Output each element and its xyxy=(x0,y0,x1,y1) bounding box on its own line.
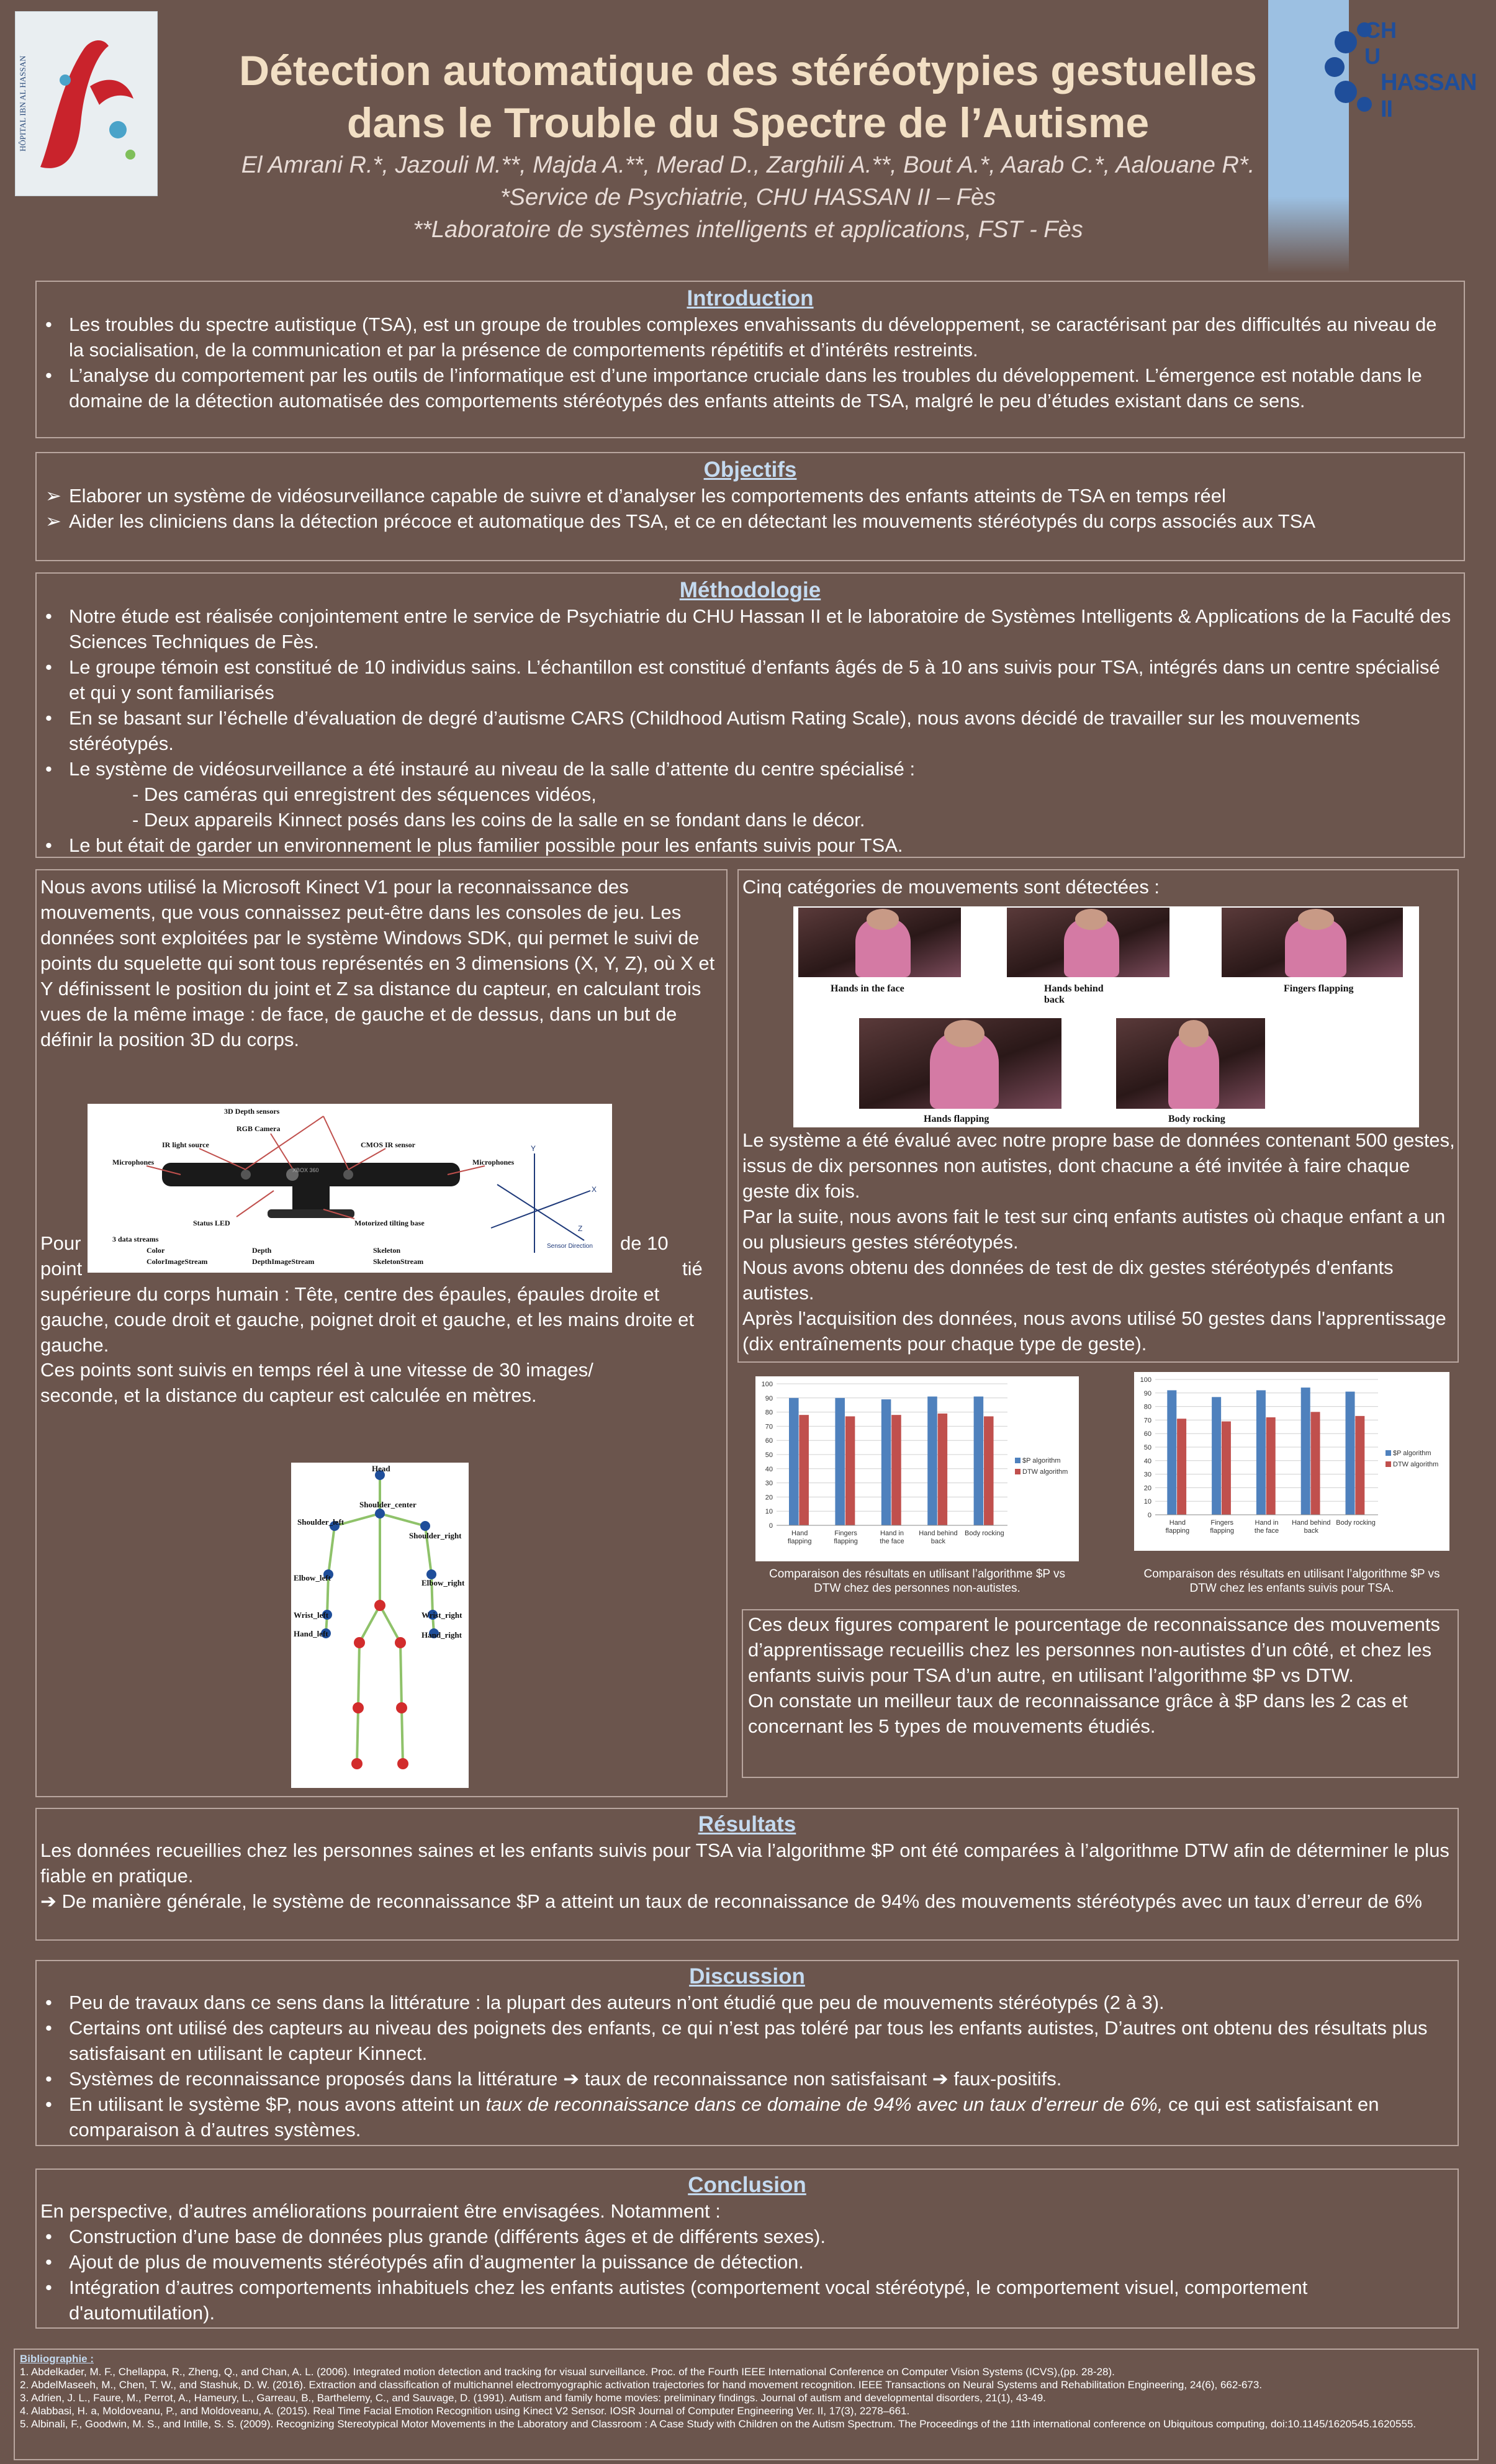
joint-label: Head xyxy=(372,1464,390,1473)
label-ir: IR light source xyxy=(162,1140,209,1149)
title-line-1: Détection automatique des stéréotypies gestuelles xyxy=(238,47,1258,94)
methodologie-list xyxy=(37,603,1464,858)
poster-title xyxy=(174,45,1322,149)
bar xyxy=(927,1397,937,1525)
label-cmos: CMOS IR sensor xyxy=(361,1140,416,1149)
label-axis-y: Y xyxy=(531,1144,536,1153)
legend-label: $P algorithm xyxy=(1022,1457,1061,1464)
y-tick-label: 20 xyxy=(1143,1484,1151,1492)
chart-non-autistes-svg xyxy=(755,1376,1079,1561)
x-tick-label: Fingers xyxy=(834,1530,857,1537)
chu-logo-letters: CH U xyxy=(1364,17,1397,69)
list-item: ➢ Aider les cliniciens dans la détection précoce et automatique des TSA, et ce en détectant les mouvements stéréotypés du corps associés aux TSA xyxy=(45,510,1316,532)
bar xyxy=(1311,1412,1320,1515)
bar xyxy=(1222,1422,1231,1515)
bibliographie-title: Bibliographie : xyxy=(20,2353,94,2365)
y-tick-label: 40 xyxy=(1143,1457,1151,1465)
joint-label: Wrist_right xyxy=(421,1610,462,1620)
categories-paragraph: Le système a été évalué avec notre propre base de données contenant 500 gestes, issus de dix personnes non autistes, dont chacune a été invitée à faire chaque geste dix fois. Par la suite, nous avons fait le test sur cinq enfants autistes où chaque enfant a un ou plusieurs gestes stéréotypés. Nous avons obtenu des données de test de dix gestes stéréotypés d'enfants autistes. Après l'acquisition des données, nous avons utilisé 50 gestes dans l'apprentissage (dix entraînements pour chaque type de geste). xyxy=(742,1129,1455,1355)
y-tick-label: 10 xyxy=(1143,1498,1151,1506)
y-tick-label: 60 xyxy=(1143,1430,1151,1438)
legend-label: DTW algorithm xyxy=(1393,1461,1439,1468)
list-item: • En utilisant le système $P, nous avons atteint un taux de reconnaissance dans ce domaine de 94% avec un taux d’erreur de 6%, ce qui est satisfaisant en comparaison à d’autres systèmes. xyxy=(45,2093,1379,2141)
photo-fingers-flapping xyxy=(1222,908,1403,977)
label-axis-x: X xyxy=(592,1185,597,1194)
skeleton-graphic xyxy=(291,1463,469,1788)
list-item: • Les troubles du spectre autistique (TSA), est un groupe de troubles complexes envahissants du développement, se caractérisant par des difficultés au niveau de la socialisation, de la communication et par la présence de comportements répétitifs et d’intérêts restreints. xyxy=(45,314,1437,361)
methodologie-section xyxy=(35,572,1465,858)
label-depth-stream-title: Depth xyxy=(252,1246,272,1255)
y-tick-label: 20 xyxy=(765,1494,773,1502)
arrow-right-icon: ➔ xyxy=(932,2068,949,2090)
photo-label: Fingers flapping xyxy=(1284,983,1354,994)
title-line-2: dans le Trouble du Spectre de l’Autisme xyxy=(346,99,1150,147)
joint-label: Wrist_left xyxy=(294,1610,329,1620)
bar xyxy=(974,1397,984,1525)
label-skeleton: Skeleton xyxy=(373,1246,401,1255)
objectifs-section xyxy=(35,452,1465,561)
kinect-paragraph-3: Ces points sont suivis en temps réel à une vitesse de 30 images/ seconde, et la distance du capteur est calculée en mètres. xyxy=(40,1359,593,1406)
legend-label: $P algorithm xyxy=(1393,1450,1431,1457)
label-color: Color xyxy=(146,1246,165,1255)
bibliographie-section xyxy=(14,2349,1479,2460)
y-tick-label: 0 xyxy=(1147,1512,1151,1519)
legend-label: DTW algorithm xyxy=(1022,1468,1068,1476)
x-tick-label: flapping xyxy=(1165,1527,1190,1535)
list-item: • En se basant sur l’échelle d’évaluation de degré d’autisme CARS (Childhood Autism Rating Scale), nous avons décidé de travailler sur les mouvements stéréotypés. xyxy=(45,707,1360,754)
methodologie-title: Méthodologie xyxy=(679,578,821,602)
joint-label: Elbow_left xyxy=(294,1573,331,1582)
joint-label: Hand_left xyxy=(294,1629,328,1638)
chart-non-autistes xyxy=(755,1376,1079,1561)
joint-label: Shoulder_left xyxy=(297,1517,345,1527)
chart-caption-2: Comparaison des résultats en utilisant l’algorithme $P vs DTW chez les enfants suivis pour TSA. xyxy=(1143,1568,1440,1595)
x-tick-label: the face xyxy=(1254,1527,1279,1535)
hospital-logo xyxy=(15,11,158,196)
y-tick-label: 100 xyxy=(1140,1376,1151,1384)
x-tick-label: Hand behind xyxy=(1292,1519,1331,1527)
introduction-list xyxy=(37,312,1464,413)
resultats-text: Les données recueillies chez les personnes saines et les enfants suivis pour TSA via l’algorithme $P ont été comparées à l’algorithme DTW afin de déterminer le plus fiable en pratique. ➔ De manière générale, le système de reconnaissance $P a atteint un taux de reconnaissance de 94% des mouvements stéréotypés avec un taux d’erreur de 6% xyxy=(37,1838,1458,1914)
list-item: • Intégration d’autres comportements inhabituels chez les enfants autistes (comportement vocal stéréotypé, le comportement visuel, comportement d'automutilation). xyxy=(45,2277,1308,2324)
photo-label: Body rocking xyxy=(1168,1114,1225,1124)
joint-label: Shoulder_center xyxy=(359,1500,417,1509)
bar xyxy=(1212,1397,1221,1515)
photo-label: Hands flapping xyxy=(924,1114,989,1124)
bar xyxy=(1256,1390,1266,1515)
y-tick-label: 10 xyxy=(765,1508,773,1516)
kinect-para2-line2-end: tié xyxy=(682,1258,703,1279)
introduction-section xyxy=(35,281,1465,438)
introduction-title: Introduction xyxy=(687,286,814,310)
y-tick-label: 60 xyxy=(765,1437,773,1445)
y-tick-label: 90 xyxy=(765,1394,773,1402)
photo-hands-flapping xyxy=(859,1018,1061,1109)
list-item: • Systèmes de reconnaissance proposés dans la littérature ➔ taux de reconnaissance non satisfaisant ➔ faux-positifs. xyxy=(45,2068,1062,2090)
y-tick-label: 40 xyxy=(765,1465,773,1473)
chu-logo xyxy=(1321,5,1477,129)
label-axis-z: Z xyxy=(578,1224,583,1233)
kinect-para2-end: de 10 xyxy=(620,1232,669,1254)
hospital-logo-graphic xyxy=(16,12,157,196)
y-tick-label: 70 xyxy=(765,1423,773,1431)
affiliation-2: **Laboratoire de systèmes intelligents et applications, FST - Fès xyxy=(413,217,1083,243)
bar xyxy=(891,1415,901,1525)
y-tick-label: 30 xyxy=(765,1479,773,1487)
categories-section xyxy=(737,869,1459,1363)
affiliation-1: *Service de Psychiatrie, CHU HASSAN II – Fès xyxy=(500,184,996,210)
hospital-logo-text: HÔPITAL IBN AL HASSAN xyxy=(18,55,27,152)
reference-item: 5. Albinali, F., Goodwin, M. S., and Intille, S. S. (2009). Recognizing Stereotypical Motor Movements in the Laboratory and Classroom : A Case Study with Children on the Autism Spectrum. The Proceedings of the 11th international conference on Ubiquitous computing, doi:10.1145/1620545.1620555. xyxy=(20,2418,1417,2430)
y-tick-label: 30 xyxy=(1143,1471,1151,1479)
list-item: • Ajout de plus de mouvements stéréotypés afin d’augmenter la puissance de détection. xyxy=(45,2251,804,2273)
x-tick-label: Hand behind xyxy=(919,1530,958,1537)
kinect-paragraph-2: supérieure du corps humain : Tête, centre des épaules, épaules droite et gauche, coude droit et gauche, poignet droit et gauche, et les mains droite et gauche. xyxy=(40,1283,694,1356)
photo-hands-behind-back xyxy=(1007,908,1169,977)
authors: El Amrani R.*, Jazouli M.**, Majda A.**, Merad D., Zarghili A.**, Bout A.*, Aarab C.*, Aalouane R*. xyxy=(241,152,1255,178)
reference-item: 4. Alabbasi, H. a, Moldoveanu, P., and Moldoveanu, A. (2015). Real Time Facial Emotion Recognition using Kinect V2 Sensor. IOSR Journal of Computer Engineering Ver. II, 17(3), 2278–661. xyxy=(20,2405,910,2417)
reference-item: 1. Abdelkader, M. F., Chellappa, R., Zheng, Q., and Chan, A. L. (2006). Integrated motion detection and tracking for visual surveillance. Proc. of the Fourth IEEE International Conference on Computer Vision Systems (ICVS),(pp. 28-28). xyxy=(20,2366,1115,2378)
list-item: • Certains ont utilisé des capteurs au niveau des poignets des enfants, ce qui n’est pas toléré par tous les enfants autistes, D’autres ont obtenu des résultats plus satisfaisant en utilisant le capteur Kinnect. xyxy=(45,2017,1428,2064)
joint-label: Elbow_right xyxy=(421,1578,465,1587)
list-item: • Le système de vidéosurveillance a été instauré au niveau de la salle d’attente du centre spécialisé : xyxy=(45,758,916,780)
comparison-section xyxy=(742,1609,1459,1778)
y-tick-label: 100 xyxy=(761,1381,773,1388)
movement-photos xyxy=(793,906,1419,1127)
photo-label: Hands in the face xyxy=(831,983,904,994)
kinect-para2-line2: point xyxy=(40,1258,83,1279)
x-tick-label: Hand in xyxy=(1255,1519,1279,1527)
label-streams: 3 data streams xyxy=(112,1235,159,1243)
resultats-conclusion: ➔ De manière générale, le système de reconnaissance $P a atteint un taux de reconnaissance de 94% des mouvements stéréotypés avec un taux d’erreur de 6% xyxy=(40,1890,1422,1912)
bar xyxy=(835,1398,845,1525)
chart-caption-1: Comparaison des résultats en utilisant l’algorithme $P vs DTW chez des personnes non-autistes. xyxy=(769,1568,1065,1595)
x-tick-label: back xyxy=(930,1538,946,1545)
joint-label: Hand_right xyxy=(421,1630,462,1640)
label-rgb: RGB Camera xyxy=(237,1124,281,1133)
legend-swatch xyxy=(1386,1461,1391,1467)
photo-body-rocking xyxy=(1116,1018,1265,1109)
list-subitem: - Deux appareils Kinnect posés dans les coins de la salle en se fondant dans le décor. xyxy=(132,809,865,831)
bar xyxy=(984,1416,994,1525)
label-colorstream: ColorImageStream xyxy=(146,1257,208,1266)
categories-intro: Cinq catégories de mouvements sont détectées : xyxy=(742,876,1160,898)
photo-label: Hands behind back xyxy=(1044,983,1104,1005)
x-tick-label: Body rocking xyxy=(1336,1519,1376,1527)
label-device: XBOX 360 xyxy=(292,1167,319,1173)
x-tick-label: Hand xyxy=(791,1530,808,1537)
label-mic-left: Microphones xyxy=(112,1158,155,1167)
list-item: • L’analyse du comportement par les outils de l’informatique est d’une importance cruciale dans les troubles du développement. L’émergence est notable dans le domaine de la détection automatisée des comportements stéréotypés des enfants atteints de TSA, malgré le peu d’études existant dans ce sens. xyxy=(45,364,1422,412)
label-depthstream: DepthImageStream xyxy=(252,1257,315,1266)
y-tick-label: 50 xyxy=(1143,1444,1151,1451)
x-tick-label: Fingers xyxy=(1210,1519,1234,1527)
legend-swatch xyxy=(1015,1469,1021,1474)
discussion-list xyxy=(37,1990,1458,2142)
y-tick-label: 90 xyxy=(1143,1389,1151,1397)
skeleton-diagram xyxy=(291,1463,469,1788)
x-tick-label: Hand in xyxy=(880,1530,904,1537)
comparison-text: Ces deux figures comparent le pourcentage de reconnaissance des mouvements d’apprentissage recueillis chez les personnes non-autistes d’un côté, et chez les enfants suivis pour TSA d’un autre, en utilisant l’algorithme $P vs DTW. On constate un meilleur taux de reconnaissance grâce à $P dans les 2 cas et concernant les 5 types de mouvements étudiés. xyxy=(748,1613,1440,1737)
x-tick-label: the face xyxy=(880,1538,904,1545)
kinect-para2-start: Pour xyxy=(40,1232,81,1254)
list-item: • Le groupe témoin est constitué de 10 individus sains. L’échantillon est constitué d’enfants âgés de 5 à 10 ans suivis pour TSA, intégrés dans un centre spécialisé et qui y sont familiarisés xyxy=(45,656,1440,703)
y-tick-label: 80 xyxy=(1143,1403,1151,1411)
bar xyxy=(938,1414,948,1525)
chart-enfants-tsa xyxy=(1134,1372,1449,1551)
x-tick-label: flapping xyxy=(1210,1527,1234,1535)
bar xyxy=(1346,1392,1355,1515)
list-item: • Peu de travaux dans ce sens dans la littérature : la plupart des auteurs n’ont étudié que peu de mouvements stéréotypés (2 à 3). xyxy=(45,1992,1165,2013)
chart-enfants-tsa-svg xyxy=(1134,1372,1449,1551)
y-tick-label: 50 xyxy=(765,1451,773,1459)
list-subitem: - Des caméras qui enregistrent des séquences vidéos, xyxy=(132,783,597,805)
y-tick-label: 0 xyxy=(768,1522,773,1530)
conclusion-title: Conclusion xyxy=(688,2173,806,2197)
joint-label: Shoulder_right xyxy=(409,1531,462,1540)
label-depth: 3D Depth sensors xyxy=(224,1107,280,1116)
bar xyxy=(1266,1417,1276,1515)
reference-item: 3. Adrien, J. L., Faure, M., Perrot, A., Hameury, L., Garreau, B., Barthelemy, C., and Sauvage, D. (1991). Autism and family home movies: preliminary findings. Journal of autism and developmental disorders, 21(1), 43-49. xyxy=(20,2392,1046,2404)
kinect-diagram xyxy=(88,1104,612,1273)
bar xyxy=(789,1398,799,1525)
kinect-diagram-graphic xyxy=(88,1104,612,1273)
x-tick-label: Body rocking xyxy=(965,1530,1004,1537)
list-item: • Notre étude est réalisée conjointement entre le service de Psychiatrie du CHU Hassan II et le laboratoire de Systèmes Intelligents & Applications de la Faculté des Sciences Techniques de Fès. xyxy=(45,605,1451,652)
legend-swatch xyxy=(1015,1458,1021,1463)
x-tick-label: flapping xyxy=(787,1538,812,1545)
x-tick-label: flapping xyxy=(834,1538,858,1545)
label-mic-right: Microphones xyxy=(472,1158,515,1167)
conclusion-intro: En perspective, d’autres améliorations pourraient être envisagées. Notamment : xyxy=(40,2200,721,2222)
list-item: ➢ Elaborer un système de vidéosurveillance capable de suivre et d’analyser les comportements des enfants atteints de TSA en temps réel xyxy=(45,485,1226,507)
kinect-section xyxy=(35,869,728,1797)
objectifs-list xyxy=(37,483,1464,534)
bar xyxy=(845,1416,855,1525)
bar xyxy=(1355,1416,1364,1515)
authors-block xyxy=(174,149,1322,246)
bar xyxy=(1177,1419,1186,1515)
bar xyxy=(1301,1388,1310,1515)
label-skeletonstream: SkeletonStream xyxy=(373,1257,424,1266)
conclusion-section xyxy=(35,2168,1459,2329)
discussion-section xyxy=(35,1960,1459,2146)
y-tick-label: 80 xyxy=(765,1409,773,1417)
reference-item: 2. AbdelMaseeh, M., Chen, T. W., and Stashuk, D. W. (2016). Extraction and classification of multichannel electromyographic activation trajectories for hand movement recognition. IEEE Transactions on Neural Systems and Rehabilitation Engineering, 24(6), 662-673. xyxy=(20,2379,1263,2391)
list-item: • Construction d’une base de données plus grande (différents âges et de différents sexes). xyxy=(45,2226,826,2247)
bar xyxy=(881,1399,891,1525)
x-tick-label: back xyxy=(1304,1527,1318,1535)
resultats-title: Résultats xyxy=(698,1812,796,1836)
objectifs-title: Objectifs xyxy=(703,458,797,482)
resultats-section xyxy=(35,1808,1459,1941)
bar xyxy=(799,1415,809,1525)
y-tick-label: 70 xyxy=(1143,1417,1151,1425)
photo-hands-in-face xyxy=(798,908,961,977)
conclusion-list xyxy=(37,2224,1458,2326)
chu-logo-text: HASSAN II xyxy=(1381,70,1477,122)
label-tilt: Motorized tilting base xyxy=(354,1219,425,1227)
x-tick-label: Hand xyxy=(1169,1519,1186,1527)
discussion-title: Discussion xyxy=(689,1964,805,1988)
arrow-right-icon: ➔ xyxy=(563,2068,580,2090)
bar xyxy=(1167,1390,1176,1515)
list-item: • Le but était de garder un environnement le plus familier possible pour les enfants suivis pour TSA. xyxy=(45,834,903,856)
arrow-right-icon: ➔ xyxy=(40,1890,56,1912)
label-sensor-direction: Sensor Direction xyxy=(547,1243,593,1250)
kinect-paragraph: Nous avons utilisé la Microsoft Kinect V1 pour la reconnaissance des mouvements, que vous connaissez peut-être dans les consoles de jeu. Les données sont exploitées par le système Windows SDK, qui permet le suivi de points du squelette qui sont tous représentés en 3 dimensions (X, Y, Z), où X et Y définissent le position du joint et Z sa distance du capteur, en calculant trois vues de la même image : de face, de gauche et de dessus, dans un but de définir la position 3D du corps. xyxy=(40,876,715,1050)
legend-swatch xyxy=(1386,1450,1391,1456)
label-status: Status LED xyxy=(193,1219,230,1227)
